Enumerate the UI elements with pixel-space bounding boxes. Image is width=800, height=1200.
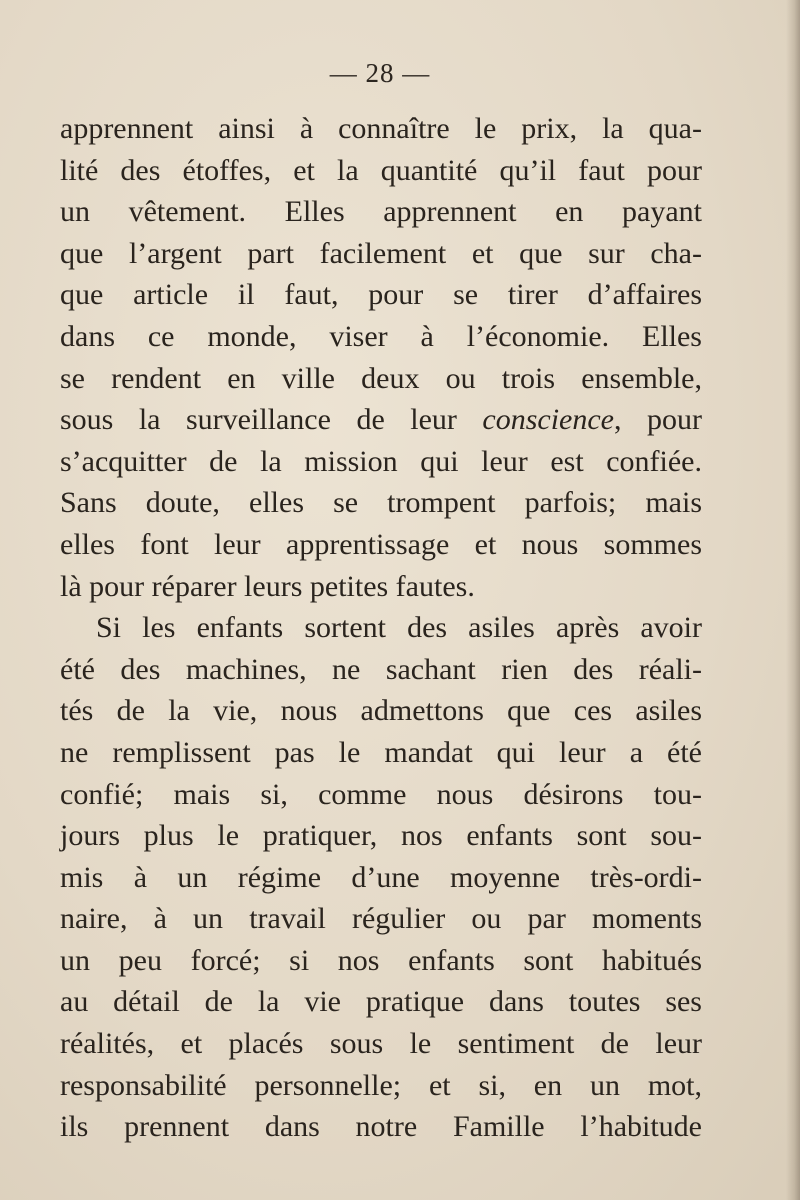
text-line: un peu forcé; si nos enfants sont habitués	[60, 943, 702, 977]
text-line: réalités, et placés sous le sentiment de leur	[60, 1027, 702, 1061]
text-line: confié; mais si, comme nous désirons tou-	[60, 777, 702, 811]
text-line: apprennent ainsi à connaître le prix, la qua-	[60, 112, 702, 145]
body-text	[60, 108, 702, 1148]
text-line: lité des étoffes, et la quantité qu’il faut pour	[60, 153, 702, 187]
text-line: ils prennent dans notre Famille l’habitude	[60, 1110, 702, 1144]
text-line: ne remplissent pas le mandat qui leur a été	[60, 735, 702, 769]
page-edge-shadow	[786, 0, 800, 1200]
text-line-after: , pour	[614, 403, 702, 437]
text-line: tés de la vie, nous admettons que ces asiles	[60, 694, 702, 728]
text-line: que l’argent part facilement et que sur cha-	[60, 236, 702, 270]
text-line	[60, 399, 702, 441]
text-line: été des machines, ne sachant rien des réali-	[60, 652, 702, 686]
page-number: — 28 —	[329, 58, 431, 88]
text-line: jours plus le pratiquer, nos enfants sont sou-	[60, 819, 702, 853]
text-line: que article il faut, pour se tirer d’affaires	[60, 278, 702, 312]
paragraph-start-line: Si les enfants sortent des asiles après avoir	[96, 611, 702, 645]
text-line: naire, à un travail régulier ou par moments	[60, 902, 702, 936]
text-line: dans ce monde, viser à l’économie. Elles	[60, 319, 702, 353]
text-line: se rendent en ville deux ou trois ensemble,	[60, 361, 702, 395]
italic-word: conscience	[482, 403, 614, 437]
text-line: Sans doute, elles se trompent parfois; mais	[60, 486, 702, 520]
text-line: là pour réparer leurs petites fautes.	[60, 569, 475, 603]
text-line: elles font leur apprentissage et nous sommes	[60, 527, 702, 561]
text-line: un vêtement. Elles apprennent en payant	[60, 195, 702, 229]
text-line-before: sous la surveillance de leur	[60, 403, 483, 437]
text-line: s’acquitter de la mission qui leur est confiée.	[60, 444, 702, 478]
text-line: responsabilité personnelle; et si, en un mot,	[60, 1068, 702, 1102]
text-line: au détail de la vie pratique dans toutes ses	[60, 985, 702, 1019]
text-line: mis à un régime d’une moyenne très-ordi-	[60, 860, 702, 894]
